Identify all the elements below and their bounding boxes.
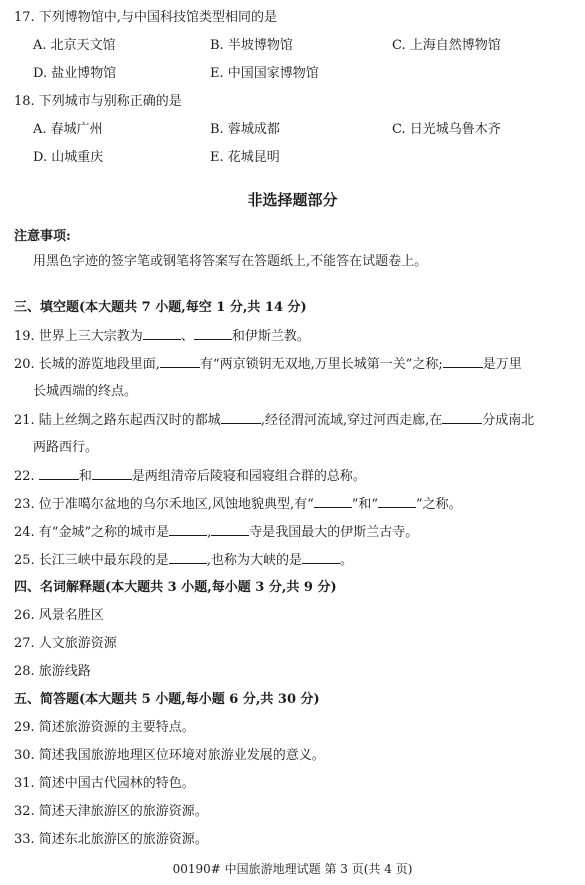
page-footer: 00190# 中国旅游地理试题 第 3 页(共 4 页) (172, 862, 413, 876)
notice-heading: 注意事项: (14, 229, 71, 244)
question-20-continued: 长城西端的终点。 (33, 384, 138, 399)
question-20: 20. 长城的游览地段里面, 有“两京锁钥无双地,万里长城第一关”之称; 是万里 (14, 357, 522, 372)
question-22: 22. 和 是两组清帝后陵寝和园寝组合群的总称。 (14, 469, 366, 484)
question-25: 25. 长江三峡中最东段的是 ,也称为大峡的是 。 (14, 553, 353, 568)
answer-blank (302, 551, 340, 564)
answer-blank (169, 523, 207, 536)
option-17-d: D. 盐业博物馆 (33, 66, 117, 81)
answer-blank (39, 467, 79, 480)
section-4-heading: 四、名词解释题(本大题共 3 小题,每小题 3 分,共 9 分) (14, 580, 337, 595)
answer-blank (443, 355, 483, 368)
question-24: 24. 有“金城”之称的城市是 , 寺是我国最大的伊斯兰古寺。 (14, 525, 419, 540)
question-28: 28. 旅游线路 (14, 664, 91, 679)
option-18-a: A. 春城广州 (33, 122, 103, 137)
answer-blank (169, 551, 207, 564)
section-3-heading: 三、填空题(本大题共 7 小题,每空 1 分,共 14 分) (14, 300, 307, 315)
option-18-b: B. 蓉城成都 (210, 122, 280, 137)
question-21-continued: 两路西行。 (33, 440, 99, 455)
question-17-stem: 17. 下列博物馆中,与中国科技馆类型相同的是 (14, 10, 277, 25)
option-18-d: D. 山城重庆 (33, 150, 104, 165)
answer-blank (143, 327, 181, 340)
answer-blank (194, 327, 232, 340)
answer-blank (221, 411, 261, 424)
option-17-c: C. 上海自然博物馆 (392, 38, 501, 53)
option-18-c: C. 日光城乌鲁木齐 (392, 122, 501, 137)
question-26: 26. 风景名胜区 (14, 608, 104, 623)
answer-blank (160, 355, 200, 368)
answer-blank (378, 495, 416, 508)
option-17-b: B. 半坡博物馆 (210, 38, 293, 53)
question-32: 32. 简述天津旅游区的旅游资源。 (14, 804, 208, 819)
question-31: 31. 简述中国古代园林的特色。 (14, 776, 195, 791)
option-17-e: E. 中国国家博物馆 (210, 66, 319, 81)
question-27: 27. 人文旅游资源 (14, 636, 117, 651)
question-21: 21. 陆上丝绸之路东起西汉时的都城 ,经径渭河流域,穿过河西走廊,在 分成南北 (14, 413, 535, 428)
part-title: 非选择题部分 (247, 191, 338, 209)
option-17-a: A. 北京天文馆 (33, 38, 116, 53)
question-33: 33. 简述东北旅游区的旅游资源。 (14, 832, 208, 847)
question-18-stem: 18. 下列城市与别称正确的是 (14, 94, 182, 109)
section-5-heading: 五、简答题(本大题共 5 小题,每小题 6 分,共 30 分) (14, 692, 320, 707)
question-29: 29. 简述旅游资源的主要特点。 (14, 720, 195, 735)
question-30: 30. 简述我国旅游地理区位环境对旅游业发展的意义。 (14, 748, 325, 763)
answer-blank (442, 411, 482, 424)
answer-blank (211, 523, 249, 536)
option-18-e: E. 花城昆明 (210, 150, 280, 165)
answer-blank (92, 467, 132, 480)
question-23: 23. 位于准噶尔盆地的乌尔禾地区,风蚀地貌典型,有“ ”和“ ”之称。 (14, 497, 462, 512)
answer-blank (314, 495, 352, 508)
notice-text: 用黑色字迹的签字笔或钢笔将答案写在答题纸上,不能答在试题卷上。 (33, 254, 428, 269)
question-19: 19. 世界上三大宗教为 、 和伊斯兰教。 (14, 329, 310, 344)
